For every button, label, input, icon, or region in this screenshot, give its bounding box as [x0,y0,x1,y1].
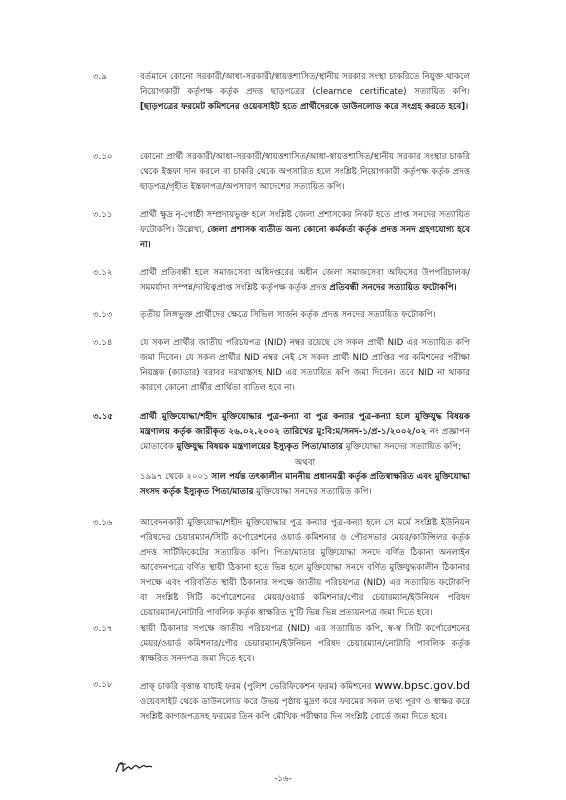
or-separator: অথবা [294,458,316,468]
item-text: প্রার্থী মুক্তিযোদ্ধা/শহীদ মুক্তিযোদ্ধার পুত্র-কন্যা বা পুত্র কন্যার পুত্র-কন্যা হলে মুক্তিযুদ্ধ বিষয়ক মন্ত্রণালয় কর্তৃক জারীকৃত ২৬.০২.২০০২ তারিখের মু:বি:ম/সনদ-১/প্র-১/২০০২/০২ নং প্রজ্ঞাপন মোতাবেক মুক্তিযুদ্ধ বিষয়ক মন্ত্রণালয়ের ইস্যুকৃত পিতা/মাতার মুক্তিযোদ্ধা সনদের সত্যায়িত কপি; [140,412,470,452]
item-number: ৩.১৭ [93,624,113,634]
page-number: -১৬- [274,774,292,784]
item-text: তৃতীয় লিঙ্গভুক্ত প্রার্থীদের ক্ষেত্রে সিভিল সার্জন কর্তৃক প্রদত্ত সনদের সত্যায়িত ফটোকপি। [140,310,436,320]
item-number: ৩.১২ [93,268,113,278]
item-text: প্রার্থী প্রতিবন্ধী হলে সমাজসেবা অধিদপ্তরের অধীন জেলা সমাজসেবা অফিসের উপপরিচালক/ সমমর্যাদা সম্পন্ন/দায়িত্বপ্রাপ্ত সংশ্লিষ্ট কর্তৃপক্ষ কর্তৃক প্রদত্ত প্রতিবন্ধী সনদের সত্যায়িত ফটোকপি। [140,268,470,293]
item-text: প্রার্থী ক্ষুদ্র নৃ-গোষ্ঠী সম্প্রদায়ভুক্ত হলে সংশ্লিষ্ট জেলা প্রশাসকের নিকট হতে প্রাপ্ত সনদের সত্যায়িত ফটোকপি। উল্লেখ্য, জেলা প্রশাসক ব্যতীত অন্য কোনো কর্মকর্তা কর্তৃক প্রদত্ত সনদ গ্রহণযোগ্য হবে না। [140,210,470,250]
item-number: ৩.১৪ [93,338,113,348]
item-number: ৩.১৩ [93,310,113,320]
item-number: ৩.১১ [93,210,113,220]
item-text: প্রাক্ চাকরি বৃত্তান্ত যাচাই ফরম (পুলিশ ভেরিফিকেশন ফরম) কমিশনের www.bpsc.gov.bd ওয়েবসাইট থেকে ডাউনলোড করে উভয় পৃষ্ঠায় মুদ্রণ করে ফরমের সকল তথ্য পূরণ ও স্বাক্ষর করে সংশ্লিষ্ট কাগজপত্রসহ ফরমের তিন কপি মৌখিক পরীক্ষার দিন সংশ্লিষ্ট বোর্ডে জমা দিতে হবে। [140,679,470,722]
item-number: ৩.১৬ [93,518,113,528]
item-text-alternate: ১৯৯৭ থেকে ২০০১ সাল পর্যন্ত তৎকালীন মাননীয় প্রধানমন্ত্রী কর্তৃক প্রতিস্বাক্ষরিত এবং মুক্তিযোদ্ধা সংসদ কর্তৃক ইস্যুকৃত পিতা/মাতার মুক্তিযোদ্ধা সনদের সত্যায়িত কপি। [140,472,471,497]
item-text: স্থায়ী ঠিকানার সপক্ষে জাতীয় পরিচয়পত্র (NID) এর সত্যায়িত কপি, স্ব-স্ব সিটি কর্পোরেশনের মেয়র/ওয়ার্ড কমিশনার/পৌর চেয়ারম্যান/ইউনিয়ন পরিষদ চেয়ারম্যান/নোটারি পাবলিক কর্তৃক স্বাক্ষরিত সনদপত্র জমা দিতে হবে। [140,624,470,664]
item-text: বর্তমানে কোনো সরকারী/আধা-সরকারী/স্বায়ত্তশাসিত/স্থানীয় সরকার সংস্থা চাকরিতে নিযুক্ত থাকলে নিয়োগকারী কর্তৃপক্ষ কর্তৃক প্রদত্ত ছাড়পত্রের (clearnce certificate) সত্যায়িত কপি। [ছাড়পত্রের ফরমেট কমিশনের ওয়েবসাইট হতে প্রার্থীদেরকে ডাউনলোড করে সংগ্রহ করতে হবে]। [140,72,470,112]
item-number: ৩.১০ [93,152,113,162]
item-number: ৩.৯ [93,72,107,82]
item-text: কোনো প্রার্থী সরকারী/আধা-সরকারী/স্বায়ত্তশাসিত/আধা-স্বায়ত্তশাসিত/স্থানীয় সরকার সংস্থার চাকরি থেকে ইস্তফা দান করলে বা চাকরি থেকে অপসারিত হলে সংশ্লিষ্ট নিয়োগকারী কর্তৃপক্ষ কর্তৃক প্রদত্ত ছাড়পত্র/গৃহীত ইস্তফাপত্র/অপসারণ আদেশের সত্যায়িত কপি। [140,152,470,192]
website-url: www.bpsc.gov.bd [374,679,470,692]
item-text: যে সকল প্রার্থীর জাতীয় পরিচয়পত্র (NID) নম্বর রয়েছে সে সকল প্রার্থী NID এর সত্যায়িত কপি জমা দিবেন। যে সকল প্রার্থীর NID নম্বর নেই সে সকল প্রার্থী NID প্রাপ্তির পর কমিশনের পরীক্ষা নিয়ন্ত্রক (ক্যাডার) বরাবর দরখাস্তসহ NID এর সত্যায়িত কপি জমা দিবেন। তবে NID না থাকার কারণে কোনো প্রার্থীর প্রার্থিতা বাতিল হবে না। [140,338,470,393]
item-number: ৩.১৮ [93,680,113,690]
item-number: ৩.১৫ [93,412,114,422]
item-text: আবেদনকারী মুক্তিযোদ্ধা/শহীদ মুক্তিযোদ্ধার পুত্র কন্যার পুত্র-কন্যা হলে সে মর্মে সংশ্লিষ্ট ইউনিয়ন পরিষদের চেয়ারম্যান/সিটি কর্পোরেশনের ওয়ার্ড কমিশনার ও পৌরসভার মেয়র/কাউন্সিলর কর্তৃক প্রদত্ত সার্টিফিকেটের সত্যায়িত কপি। পিতা/মাতার মুক্তিযোদ্ধা সনদে বর্ণিত ঠিকানা অনলাইন আবেদনপত্রে বর্ণিত স্থায়ী ঠিকানা হতে ভিন্ন হলে মুক্তিযোদ্ধা সনদে বর্ণিত মুক্তিযুদ্ধকালীন ঠিকানার সপক্ষে এবং পরিবর্তিত স্থায়ী ঠিকানার সপক্ষে জাতীয় পরিচয়পত্র (NID) এর সত্যায়িত ফটোকপি বা সংশ্লিষ্ট সিটি কর্পোরেশনের মেয়র/ওয়ার্ড কমিশনার/পৌর চেয়ারম্যান/ইউনিয়ন পরিষদ চেয়ারম্যান/নোটারি পাবলিক কর্তৃক স্বাক্ষরিত দু'টি ভিন্ন ভিন্ন প্রত্যয়নপত্র জমা দিতে হবে। [140,518,470,618]
